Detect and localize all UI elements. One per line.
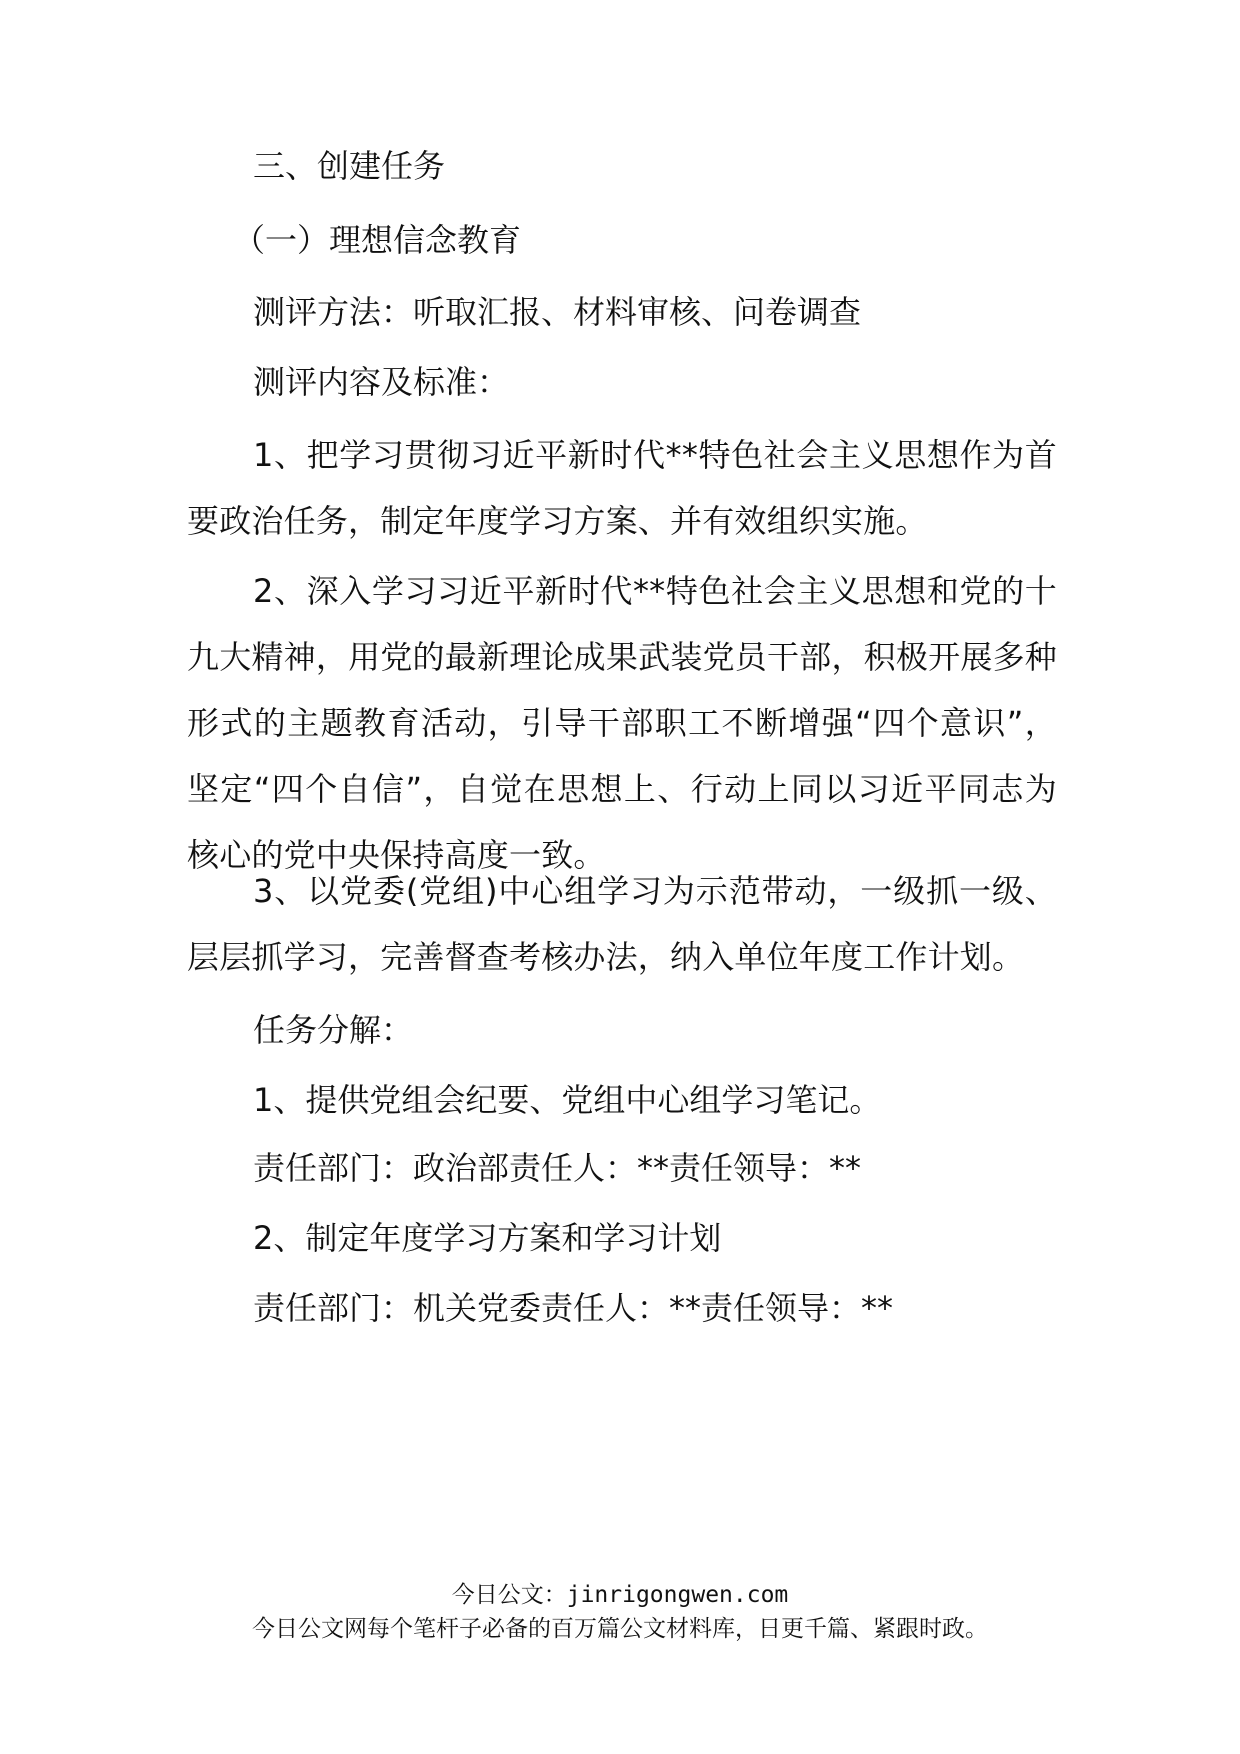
criteria-item-3: 3、以党委(党组)中心组学习为示范带动，一级抓一级、层层抓学习，完善督查考核办法，纳入单位年度工作计划。 bbox=[187, 872, 1057, 976]
criteria-label: 测评内容及标准： bbox=[253, 363, 510, 401]
section-heading: 三、创建任务 bbox=[253, 147, 446, 185]
tasks-label: 任务分解： bbox=[253, 1011, 414, 1049]
subsection-heading: （一）理想信念教育 bbox=[233, 221, 522, 259]
footer-tagline: 今日公文网每个笔杆子必备的百万篇公文材料库，日更千篇、紧跟时政。 bbox=[252, 1616, 988, 1642]
footer-prefix: 今日公文： bbox=[451, 1582, 567, 1608]
task-1-responsibility: 责任部门：政治部责任人：**责任领导：** bbox=[253, 1149, 862, 1187]
criteria-item-2: 2、深入学习习近平新时代**特色社会主义思想和党的十九大精神，用党的最新理论成果武装党员干部，积极开展多种形式的主题教育活动，引导干部职工不断增强“四个意识”，坚定“四个自信”，自觉在思想上、行动上同以习近平同志为核心的党中央保持高度一致。 bbox=[187, 572, 1057, 874]
criteria-item-1: 1、把学习贯彻习近平新时代**特色社会主义思想作为首要政治任务，制定年度学习方案、并有效组织实施。 bbox=[187, 436, 1057, 540]
evaluation-method: 测评方法：听取汇报、材料审核、问卷调查 bbox=[253, 293, 862, 331]
task-2-title: 2、制定年度学习方案和学习计划 bbox=[253, 1219, 722, 1257]
footer-site-link[interactable]: jinrigongwen.com bbox=[566, 1582, 789, 1608]
footer-site-line bbox=[0, 1580, 1240, 1610]
task-1-title: 1、提供党组会纪要、党组中心组学习笔记。 bbox=[253, 1081, 882, 1119]
task-2-responsibility: 责任部门：机关党委责任人：**责任领导：** bbox=[253, 1289, 894, 1327]
